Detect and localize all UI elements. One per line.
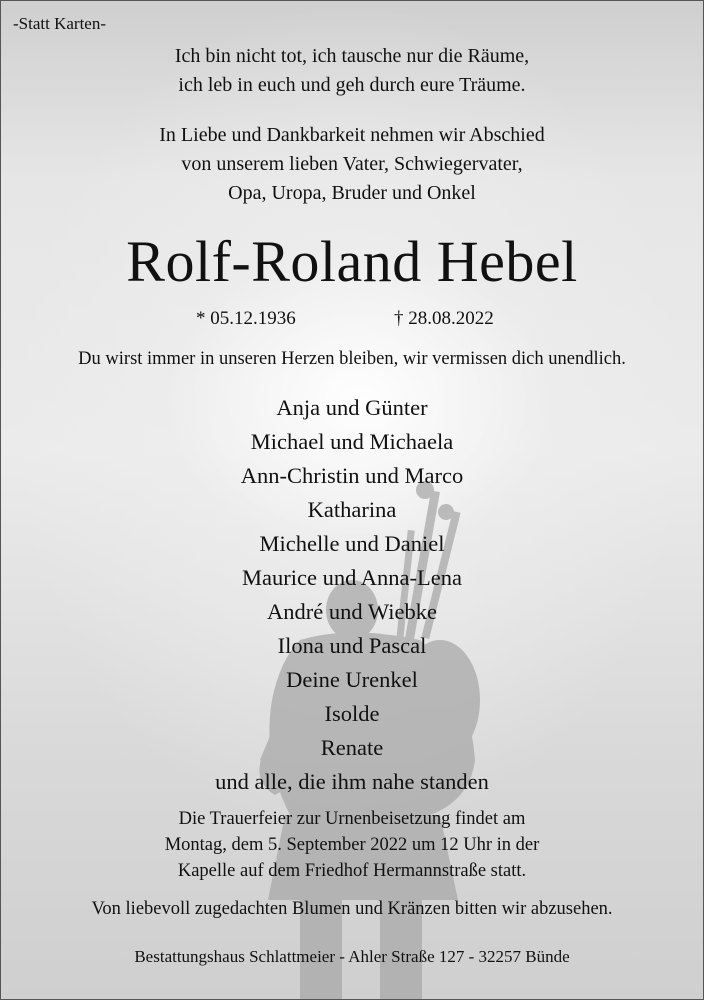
mourner-entry: Ilona und Pascal <box>277 633 427 658</box>
intro-line: von unserem lieben Vater, Schwiegervater, <box>181 153 523 175</box>
mourner-entry: Ann-Christin und Marco <box>240 463 464 488</box>
poem-line: Ich bin nicht tot, ich tausche nur die Räume, <box>174 45 530 67</box>
deceased-name: Rolf-Roland Hebel <box>126 229 578 294</box>
mourner-entry: und alle, die ihm nahe standen <box>215 769 489 794</box>
service-line: Kapelle auf dem Friedhof Hermannstraße statt. <box>177 861 527 881</box>
mourner-entry: Deine Urenkel <box>286 667 418 692</box>
mourner-entry: Renate <box>320 735 384 760</box>
mourner-entry: Michelle und Daniel <box>259 531 445 556</box>
poem <box>0 42 704 100</box>
farewell-intro <box>0 121 704 208</box>
mourner-entry: Katharina <box>307 497 397 522</box>
birth-date: * 05.12.1936 <box>196 308 296 329</box>
death-date: † 28.08.2022 <box>394 308 494 329</box>
undertaker-address: Bestattungshaus Schlattmeier - Ahler Straße 127 - 32257 Bünde <box>134 947 570 966</box>
service-line: Montag, dem 5. September 2022 um 12 Uhr in der <box>164 835 540 855</box>
mourner-entry: Isolde <box>324 701 380 726</box>
funeral-service-info <box>0 806 704 884</box>
mourner-entry: Maurice und Anna-Lena <box>242 565 462 590</box>
intro-line: In Liebe und Dankbarkeit nehmen wir Abschied <box>159 124 545 146</box>
motto: Du wirst immer in unseren Herzen bleiben, wir vermissen dich unendlich. <box>78 349 626 369</box>
service-line: Die Trauerfeier zur Urnenbeisetzung findet am <box>178 809 526 829</box>
mourner-entry: Anja und Günter <box>276 395 428 420</box>
poem-line: ich leb in euch und geh durch eure Träume. <box>178 74 526 96</box>
mourners-list <box>0 391 704 799</box>
mourner-entry: André und Wiebke <box>267 599 437 624</box>
mourner-entry: Michael und Michaela <box>250 429 454 454</box>
statt-karten-label: -Statt Karten- <box>13 14 106 33</box>
intro-line: Opa, Uropa, Bruder und Onkel <box>228 182 476 204</box>
flowers-note: Von liebevoll zugedachten Blumen und Kränzen bitten wir abzusehen. <box>91 899 613 919</box>
